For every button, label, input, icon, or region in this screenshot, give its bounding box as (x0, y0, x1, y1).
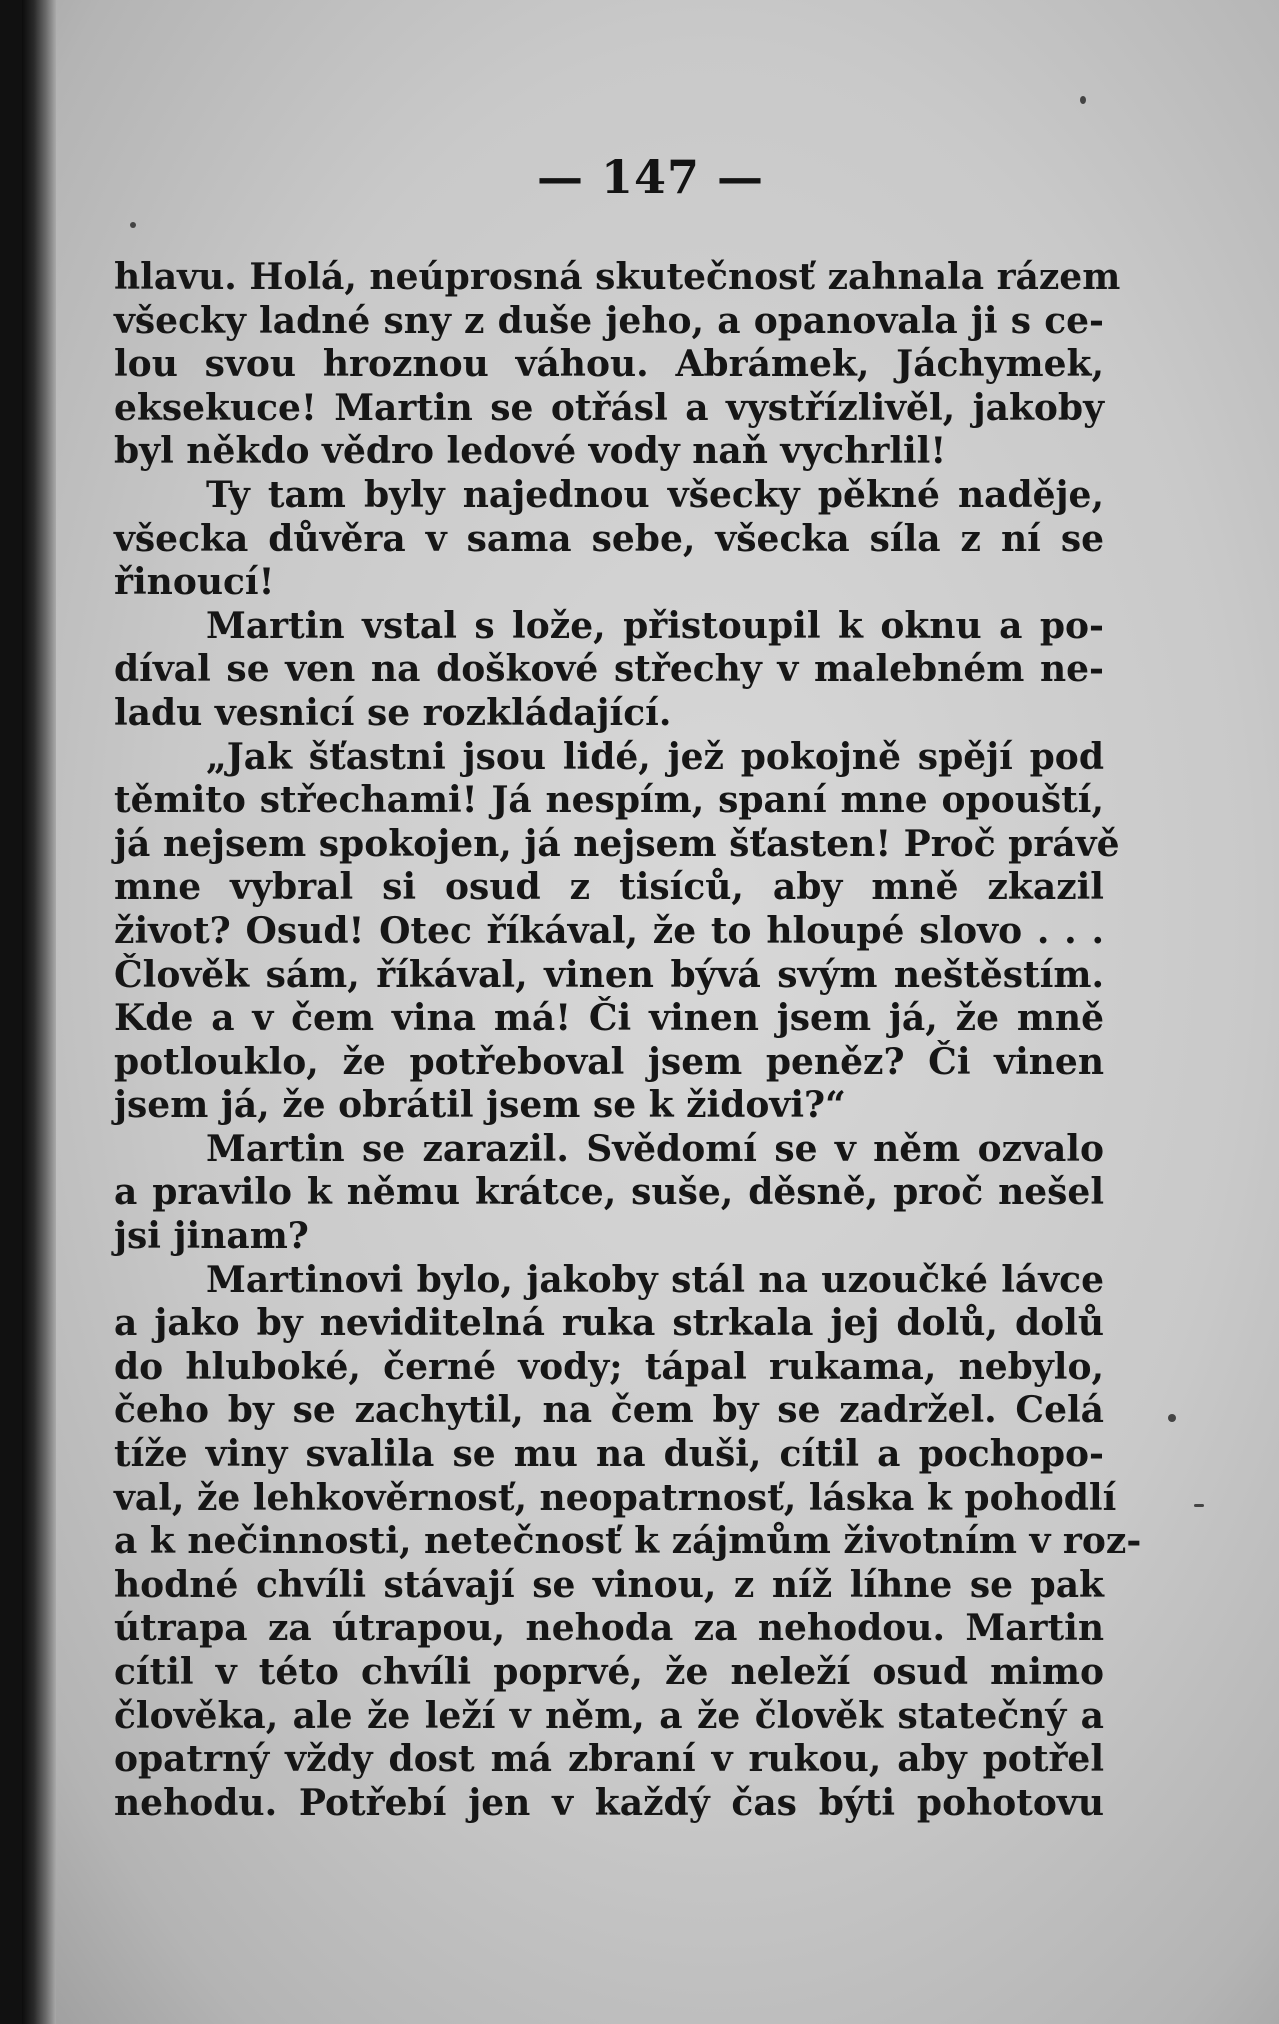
text-line: eksekuce! Martin se otřásl a vystřízlivěl, jakoby (114, 386, 1104, 429)
book-binding-edge (22, 0, 56, 2024)
text-line: cítil v této chvíli poprvé, že neleží osud mimo (114, 1651, 1104, 1693)
text-line: tíže viny svalila se mu na duši, cítil a pochopo- (114, 1433, 1104, 1476)
text-line: val, že lehkověrnosť, neopatrnosť, láska k pohodlí (114, 1476, 1117, 1519)
text-line: těmito střechami! Já nespím, spaní mne opouští, (114, 779, 1104, 822)
text-line: potlouklo, že potřeboval jsem peněz? Či vinen (114, 1040, 1104, 1083)
text-line: útrapa za útrapou, nehoda za nehodou. Martin (114, 1607, 1104, 1650)
text-line: Martin vstal s lože, přistoupil k oknu a po- (206, 604, 1104, 647)
paper-speck (130, 222, 136, 228)
text-line: mne vybral si osud z tisíců, aby mně zkazil (114, 866, 1104, 909)
paper-speck (1194, 1504, 1204, 1507)
text-line: a jako by neviditelná ruka strkala jej dolů, dolů (114, 1302, 1104, 1345)
text-line: člověka, ale že leží v něm, a že člověk statečný a (114, 1694, 1104, 1737)
text-line: Martinovi bylo, jakoby stál na uzoučké lávce (206, 1258, 1104, 1301)
text-line: hodné chvíli stávají se vinou, z níž líhne se pak (114, 1563, 1104, 1606)
text-line: nehodu. Potřebí jen v každý čas býti pohotovu (114, 1781, 1104, 1824)
text-line: jsi jinam? (114, 1215, 309, 1258)
text-line: „Jak šťastni jsou lidé, jež pokojně spějí pod (206, 735, 1104, 778)
text-line: díval se ven na doškové střechy v malebném ne- (114, 648, 1104, 691)
text-line: do hluboké, černé vody; tápal rukama, nebylo, (114, 1345, 1104, 1388)
text-line: a k nečinnosti, netečnosť k zájmům životním v roz- (114, 1520, 1142, 1563)
text-line: a pravilo k němu krátce, suše, děsně, proč nešel (114, 1171, 1104, 1214)
text-line: lou svou hroznou váhou. Abrámek, Jáchymek, (114, 343, 1104, 386)
paper-sheet (22, 0, 1279, 2024)
text-line: Kde a v čem vina má! Či vinen jsem já, že mně (114, 997, 1104, 1040)
text-line: všecka důvěra v sama sebe, všecka síla z ní se (114, 517, 1104, 560)
text-line: ladu vesnicí se rozkládající. (114, 691, 672, 734)
text-line: Martin se zarazil. Svědomí se v něm ozvalo (206, 1127, 1104, 1170)
paper-speck (1080, 96, 1086, 104)
text-line: jsem já, že obrátil jsem se k židovi?“ (114, 1084, 846, 1127)
body-text (114, 256, 1142, 1825)
text-line: Člověk sám, říkával, vinen bývá svým neštěstím. (114, 953, 1104, 996)
page-number: — 147 — (536, 150, 765, 204)
text-line: Ty tam byly najednou všecky pěkné naděje, (206, 473, 1104, 516)
text-line: život? Osud! Otec říkával, že to hloupé slovo . . . (114, 909, 1104, 952)
text-line: všecky ladné sny z duše jeho, a opanovala ji s ce- (114, 299, 1104, 342)
text-line: byl někdo vědro ledové vody naň vychrlil! (114, 430, 947, 473)
paper-speck (1168, 1414, 1176, 1422)
text-line: hlavu. Holá, neúprosná skutečnosť zahnala rázem (114, 256, 1121, 298)
text-line: čeho by se zachytil, na čem by se zadržel. Celá (114, 1389, 1104, 1432)
text-line: já nejsem spokojen, já nejsem šťasten! Proč právě (114, 822, 1120, 865)
text-line: opatrný vždy dost má zbraní v rukou, aby potřel (114, 1738, 1104, 1781)
text-line: řinoucí! (114, 561, 275, 604)
